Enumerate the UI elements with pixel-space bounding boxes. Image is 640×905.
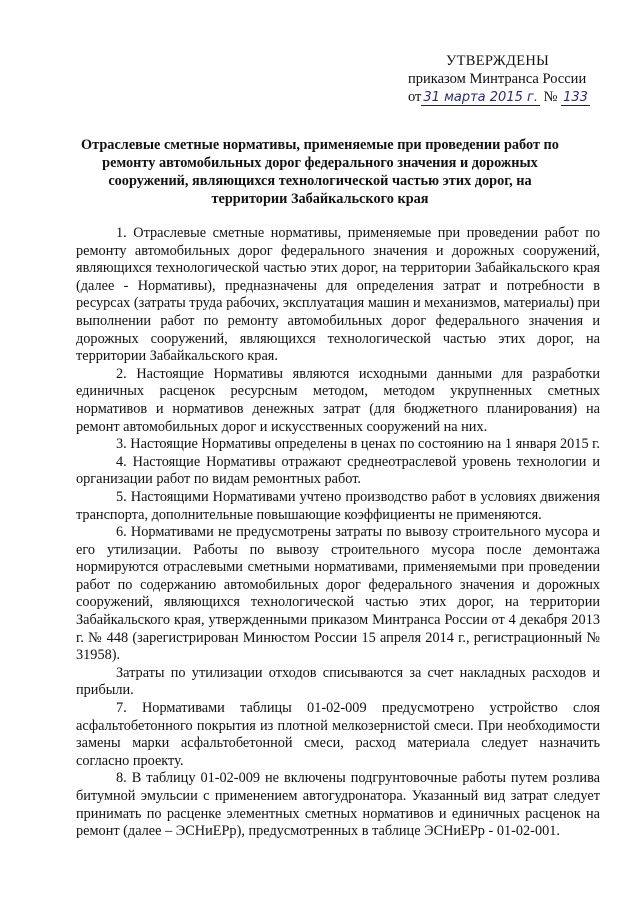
paragraph-6: 6. Нормативами не предусмотрены затраты по вывозу строительного мусора и его утилизации. Работы по вывозу строительного мусора после демонтажа нормируются отраслевыми сметными нормативами, применяемыми при проведении работ по содержанию автомобильных дорог федерального значения и дорожных сооружений, являющихся технологической частью этих дорог, на территории Забайкальского края, утвержденными приказом Минтранса России от 4 декабря 2013 г. № 448 (зарегистрирован Минюстом России 15 апреля 2014 г., регистрационный № 31958). xyxy=(76,524,600,664)
handwritten-number: 133 xyxy=(563,90,588,105)
approval-date-line xyxy=(408,88,608,107)
paragraph-1: 1. Отраслевые сметные нормативы, применяемые при проведении работ по ремонту автомобильных дорог федерального значения и дорожных сооружений, являющихся технологической частью этих дорог, на территории Забайкальского края (далее - Нормативы), предназначены для определения затрат и потребности в ресурсах (затраты труда рабочих, эксплуатация машин и механизмов, материалы) при выполнении работ по ремонту автомобильных дорог федерального значения и дорожных сооружений, являющихся технологической частью этих дорог, на территории Забайкальского края. xyxy=(76,225,600,365)
paragraph-7: 7. Нормативами таблицы 01-02-009 предусмотрено устройство слоя асфальтобетонного покрытия из плотной мелкозернистой смеси. При необходимости замены марки асфальтобетонной смеси, расход материала следует назначить согласно проекту. xyxy=(76,700,600,769)
number-sign: № xyxy=(543,89,558,105)
handwritten-date: 31 марта 2015 г. xyxy=(423,90,538,105)
paragraph-4: 4. Настоящие Нормативы отражают среднеотраслевой уровень технологии и организации работ по видам ремонтных работ. xyxy=(76,453,600,488)
paragraph-5: 5. Настоящими Нормативами учтено производство работ в условиях движения транспорта, дополнительные повышающие коэффициенты не применяются. xyxy=(76,488,600,523)
approval-order: приказом Минтранса России xyxy=(408,71,587,87)
date-prefix: от xyxy=(408,89,422,105)
approval-block xyxy=(408,52,608,107)
paragraph-2: 2. Настоящие Нормативы являются исходными данными для разработки единичных расценок ресурсным методом, методом укрупненных сметных нормативов и нормативов денежных затрат (для бюджетного планирования) на ремонт автомобильных дорог и искусственных сооружений на них. xyxy=(76,365,600,435)
paragraph-6-continued: Затраты по утилизации отходов списываются за счет накладных расходов и прибыли. xyxy=(76,664,600,699)
paragraph-3: 3. Настоящие Нормативы определены в ценах по состоянию на 1 января 2015 г. xyxy=(116,436,600,453)
paragraph-8: 8. В таблицу 01-02-009 не включены подгрунтовочные работы путем розлива битумной эмульсии с применением автогудронатора. Указанный вид затрат следует принимать по расценке элементных сметных нормативов и единичных расценок на ремонт (далее – ЭСНиЕРр), предусмотренных в таблице ЭСНиЕРр - 01-02-001. xyxy=(76,770,600,840)
document-title: Отраслевые сметные нормативы, применяемые при проведении работ по ремонту автомобильных дорог федерального значения и дорожных сооружений, являющихся технологической частью этих дорог, на территории Забайкальского края xyxy=(81,137,559,207)
document-body xyxy=(76,225,600,841)
approval-heading: УТВЕРЖДЕНЫ xyxy=(446,53,550,69)
